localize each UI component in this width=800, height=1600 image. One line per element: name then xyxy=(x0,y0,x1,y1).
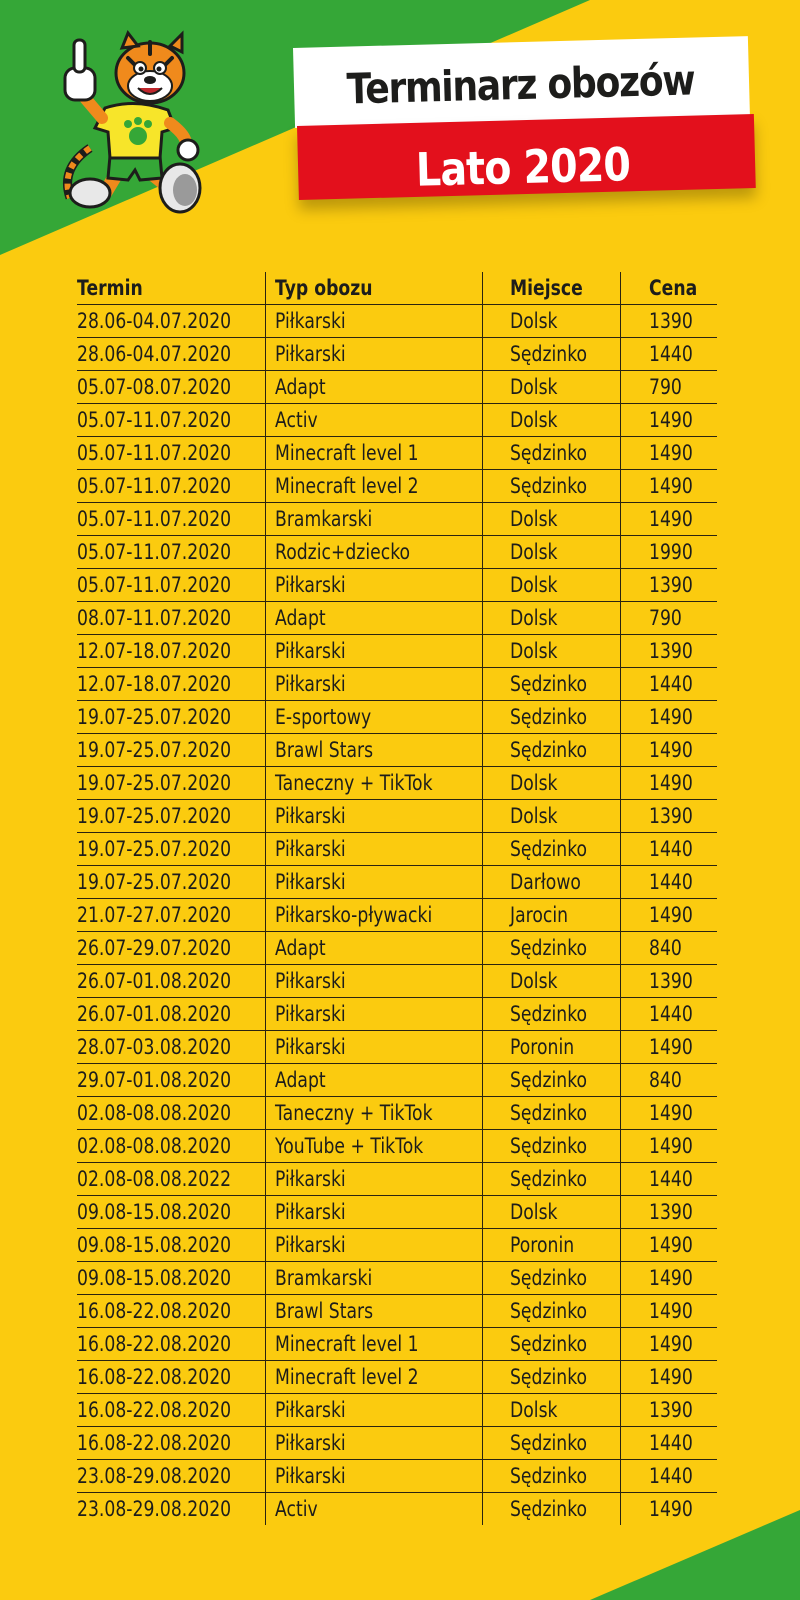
price-cell: 1390 xyxy=(620,305,717,338)
price-cell: 1490 xyxy=(620,470,717,503)
table-row xyxy=(77,1196,717,1229)
table-row xyxy=(77,1295,717,1328)
camp-type-cell: Piłkarski xyxy=(265,569,482,602)
location-cell: Dolsk xyxy=(483,965,621,998)
location-cell: Dolsk xyxy=(483,404,621,437)
location-cell: Jarocin xyxy=(483,899,621,932)
price-cell: 1390 xyxy=(620,965,717,998)
date-cell: 02.08-08.08.2020 xyxy=(77,1130,265,1163)
location-cell: Sędzinko xyxy=(483,470,621,503)
table-header-row xyxy=(77,272,717,305)
location-cell: Dolsk xyxy=(483,503,621,536)
location-cell: Sędzinko xyxy=(483,668,621,701)
table-row xyxy=(77,1262,717,1295)
price-cell: 1490 xyxy=(620,404,717,437)
camp-type-cell: Bramkarski xyxy=(265,1262,482,1295)
location-cell: Dolsk xyxy=(483,305,621,338)
table-row xyxy=(77,800,717,833)
price-cell: 1490 xyxy=(620,437,717,470)
location-cell: Sędzinko xyxy=(483,1460,621,1493)
table-row xyxy=(77,1031,717,1064)
date-cell: 19.07-25.07.2020 xyxy=(77,767,265,800)
page-title: Terminarz obozów xyxy=(346,55,695,114)
location-cell: Poronin xyxy=(483,1031,621,1064)
table-row xyxy=(77,1427,717,1460)
price-cell: 1490 xyxy=(620,1031,717,1064)
column-header-miejsce: Miejsce xyxy=(483,272,621,305)
date-cell: 28.06-04.07.2020 xyxy=(77,338,265,371)
price-cell: 1490 xyxy=(620,1493,717,1526)
camp-type-cell: Piłkarsko-pływacki xyxy=(265,899,482,932)
column-header-typ-obozu: Typ obozu xyxy=(265,272,482,305)
date-cell: 12.07-18.07.2020 xyxy=(77,668,265,701)
camp-type-cell: Minecraft level 1 xyxy=(265,437,482,470)
camp-type-cell: Piłkarski xyxy=(265,833,482,866)
location-cell: Dolsk xyxy=(483,569,621,602)
price-cell: 1990 xyxy=(620,536,717,569)
date-cell: 19.07-25.07.2020 xyxy=(77,701,265,734)
location-cell: Sędzinko xyxy=(483,1493,621,1526)
location-cell: Sędzinko xyxy=(483,1130,621,1163)
price-cell: 1440 xyxy=(620,338,717,371)
date-cell: 05.07-11.07.2020 xyxy=(77,536,265,569)
date-cell: 12.07-18.07.2020 xyxy=(77,635,265,668)
date-cell: 16.08-22.08.2020 xyxy=(77,1394,265,1427)
table-row xyxy=(77,470,717,503)
date-cell: 02.08-08.08.2022 xyxy=(77,1163,265,1196)
price-cell: 1490 xyxy=(620,503,717,536)
camp-type-cell: Adapt xyxy=(265,1064,482,1097)
location-cell: Sędzinko xyxy=(483,1427,621,1460)
location-cell: Dolsk xyxy=(483,1394,621,1427)
camp-type-cell: Taneczny + TikTok xyxy=(265,1097,482,1130)
table-row xyxy=(77,932,717,965)
table-row xyxy=(77,602,717,635)
location-cell: Dolsk xyxy=(483,767,621,800)
camp-type-cell: E-sportowy xyxy=(265,701,482,734)
date-cell: 19.07-25.07.2020 xyxy=(77,866,265,899)
price-cell: 1440 xyxy=(620,1163,717,1196)
location-cell: Sędzinko xyxy=(483,437,621,470)
date-cell: 05.07-11.07.2020 xyxy=(77,404,265,437)
location-cell: Dolsk xyxy=(483,602,621,635)
table-row xyxy=(77,371,717,404)
camp-type-cell: Piłkarski xyxy=(265,998,482,1031)
price-cell: 1490 xyxy=(620,1097,717,1130)
location-cell: Sędzinko xyxy=(483,1064,621,1097)
date-cell: 26.07-01.08.2020 xyxy=(77,965,265,998)
column-header-cena: Cena xyxy=(620,272,717,305)
location-cell: Sędzinko xyxy=(483,701,621,734)
location-cell: Darłowo xyxy=(483,866,621,899)
date-cell: 08.07-11.07.2020 xyxy=(77,602,265,635)
table-row xyxy=(77,1328,717,1361)
table-row xyxy=(77,701,717,734)
price-cell: 1490 xyxy=(620,1262,717,1295)
title-banner xyxy=(293,48,753,198)
schedule-rows xyxy=(77,305,717,1526)
date-cell: 19.07-25.07.2020 xyxy=(77,800,265,833)
camp-type-cell: YouTube + TikTok xyxy=(265,1130,482,1163)
date-cell: 05.07-11.07.2020 xyxy=(77,437,265,470)
table-row xyxy=(77,1394,717,1427)
camp-type-cell: Brawl Stars xyxy=(265,734,482,767)
table-row xyxy=(77,1361,717,1394)
price-cell: 1490 xyxy=(620,1229,717,1262)
location-cell: Sędzinko xyxy=(483,833,621,866)
column-header-termin: Termin xyxy=(77,272,265,305)
table-row xyxy=(77,503,717,536)
price-cell: 1490 xyxy=(620,1361,717,1394)
table-row xyxy=(77,1130,717,1163)
location-cell: Sędzinko xyxy=(483,1097,621,1130)
price-cell: 1490 xyxy=(620,1295,717,1328)
location-cell: Sędzinko xyxy=(483,1163,621,1196)
date-cell: 16.08-22.08.2020 xyxy=(77,1427,265,1460)
table-row xyxy=(77,734,717,767)
date-cell: 23.08-29.08.2020 xyxy=(77,1497,232,1521)
page-subtitle: Lato 2020 xyxy=(415,137,631,197)
table-row xyxy=(77,1097,717,1130)
location-cell: Dolsk xyxy=(483,536,621,569)
camp-type-cell: Piłkarski xyxy=(265,866,482,899)
camp-type-cell: Activ xyxy=(265,404,482,437)
table-row xyxy=(77,767,717,800)
camp-type-cell: Rodzic+dziecko xyxy=(265,536,482,569)
schedule-table xyxy=(77,272,717,1525)
camp-type-cell: Adapt xyxy=(265,371,482,404)
date-cell: 28.07-03.08.2020 xyxy=(77,1031,265,1064)
table-row xyxy=(77,437,717,470)
price-cell: 1390 xyxy=(620,800,717,833)
table-row xyxy=(77,1460,717,1493)
table-row xyxy=(77,866,717,899)
table-row xyxy=(77,404,717,437)
camp-type-cell: Piłkarski xyxy=(265,668,482,701)
location-cell: Dolsk xyxy=(483,371,621,404)
camp-type-cell: Adapt xyxy=(265,602,482,635)
date-cell: 05.07-08.07.2020 xyxy=(77,371,265,404)
camp-type-cell: Piłkarski xyxy=(265,1196,482,1229)
date-cell: 26.07-29.07.2020 xyxy=(77,932,265,965)
camp-type-cell: Activ xyxy=(265,1493,482,1526)
location-cell: Dolsk xyxy=(483,1196,621,1229)
price-cell: 1390 xyxy=(620,1196,717,1229)
date-cell: 19.07-25.07.2020 xyxy=(77,734,265,767)
camp-type-cell: Piłkarski xyxy=(265,338,482,371)
price-cell: 790 xyxy=(620,371,717,404)
camp-type-cell: Piłkarski xyxy=(265,1163,482,1196)
camp-type-cell: Piłkarski xyxy=(265,800,482,833)
date-cell: 23.08-29.08.2020 xyxy=(77,1460,265,1493)
tiger-mascot xyxy=(50,28,220,218)
camp-type-cell: Piłkarski xyxy=(265,1427,482,1460)
table-row xyxy=(77,833,717,866)
camp-type-cell: Minecraft level 2 xyxy=(265,1361,482,1394)
price-cell: 1490 xyxy=(620,1130,717,1163)
date-cell: 05.07-11.07.2020 xyxy=(77,569,265,602)
price-cell: 1440 xyxy=(620,998,717,1031)
camp-type-cell: Piłkarski xyxy=(265,635,482,668)
date-cell: 21.07-27.07.2020 xyxy=(77,899,265,932)
date-cell: 09.08-15.08.2020 xyxy=(77,1196,265,1229)
date-cell: 28.06-04.07.2020 xyxy=(77,305,265,338)
table-row xyxy=(77,338,717,371)
camp-type-cell: Minecraft level 2 xyxy=(265,470,482,503)
camp-type-cell: Piłkarski xyxy=(265,1229,482,1262)
price-cell: 1490 xyxy=(620,734,717,767)
price-cell: 840 xyxy=(620,932,717,965)
price-cell: 1440 xyxy=(620,668,717,701)
table-row xyxy=(77,1064,717,1097)
price-cell: 1440 xyxy=(620,1427,717,1460)
camp-type-cell: Bramkarski xyxy=(265,503,482,536)
price-cell: 1390 xyxy=(620,635,717,668)
location-cell: Sędzinko xyxy=(483,1328,621,1361)
camp-type-cell: Taneczny + TikTok xyxy=(265,767,482,800)
camp-type-cell: Piłkarski xyxy=(265,305,482,338)
date-cell: 09.08-15.08.2020 xyxy=(77,1229,265,1262)
camp-type-cell: Piłkarski xyxy=(265,1031,482,1064)
price-cell: 1440 xyxy=(620,866,717,899)
date-cell: 16.08-22.08.2020 xyxy=(77,1328,265,1361)
table-row xyxy=(77,569,717,602)
location-cell: Dolsk xyxy=(483,800,621,833)
table-row xyxy=(77,668,717,701)
price-cell: 1490 xyxy=(620,1328,717,1361)
price-cell: 1440 xyxy=(620,833,717,866)
camp-type-cell: Minecraft level 1 xyxy=(265,1328,482,1361)
location-cell: Sędzinko xyxy=(483,1295,621,1328)
date-cell: 26.07-01.08.2020 xyxy=(77,998,265,1031)
date-cell: 16.08-22.08.2020 xyxy=(77,1295,265,1328)
location-cell: Sędzinko xyxy=(483,1262,621,1295)
location-cell: Poronin xyxy=(483,1229,621,1262)
date-cell: 02.08-08.08.2020 xyxy=(77,1097,265,1130)
table-row xyxy=(77,536,717,569)
date-cell: 29.07-01.08.2020 xyxy=(77,1064,265,1097)
table-row xyxy=(77,635,717,668)
camp-type-cell: Piłkarski xyxy=(265,1394,482,1427)
location-cell: Sędzinko xyxy=(483,338,621,371)
price-cell: 1390 xyxy=(620,569,717,602)
location-cell: Sędzinko xyxy=(483,998,621,1031)
date-cell: 05.07-11.07.2020 xyxy=(77,470,265,503)
date-cell: 09.08-15.08.2020 xyxy=(77,1262,265,1295)
price-cell: 1390 xyxy=(620,1394,717,1427)
camp-type-cell: Brawl Stars xyxy=(265,1295,482,1328)
location-cell: Sędzinko xyxy=(483,932,621,965)
price-cell: 790 xyxy=(620,602,717,635)
table-row xyxy=(77,1493,717,1526)
table-row xyxy=(77,998,717,1031)
camp-type-cell: Piłkarski xyxy=(265,1460,482,1493)
price-cell: 1490 xyxy=(620,767,717,800)
price-cell: 1490 xyxy=(620,701,717,734)
date-cell: 16.08-22.08.2020 xyxy=(77,1361,265,1394)
location-cell: Dolsk xyxy=(483,635,621,668)
price-cell: 1490 xyxy=(620,899,717,932)
table-row xyxy=(77,1163,717,1196)
price-cell: 1440 xyxy=(620,1460,717,1493)
location-cell: Sędzinko xyxy=(483,1361,621,1394)
table-row xyxy=(77,965,717,998)
table-row xyxy=(77,305,717,338)
location-cell: Sędzinko xyxy=(483,734,621,767)
date-cell: 19.07-25.07.2020 xyxy=(77,833,265,866)
date-cell: 05.07-11.07.2020 xyxy=(77,503,265,536)
price-cell: 840 xyxy=(620,1064,717,1097)
table-row xyxy=(77,899,717,932)
table-row xyxy=(77,1229,717,1262)
camp-type-cell: Adapt xyxy=(265,932,482,965)
camp-type-cell: Piłkarski xyxy=(265,965,482,998)
